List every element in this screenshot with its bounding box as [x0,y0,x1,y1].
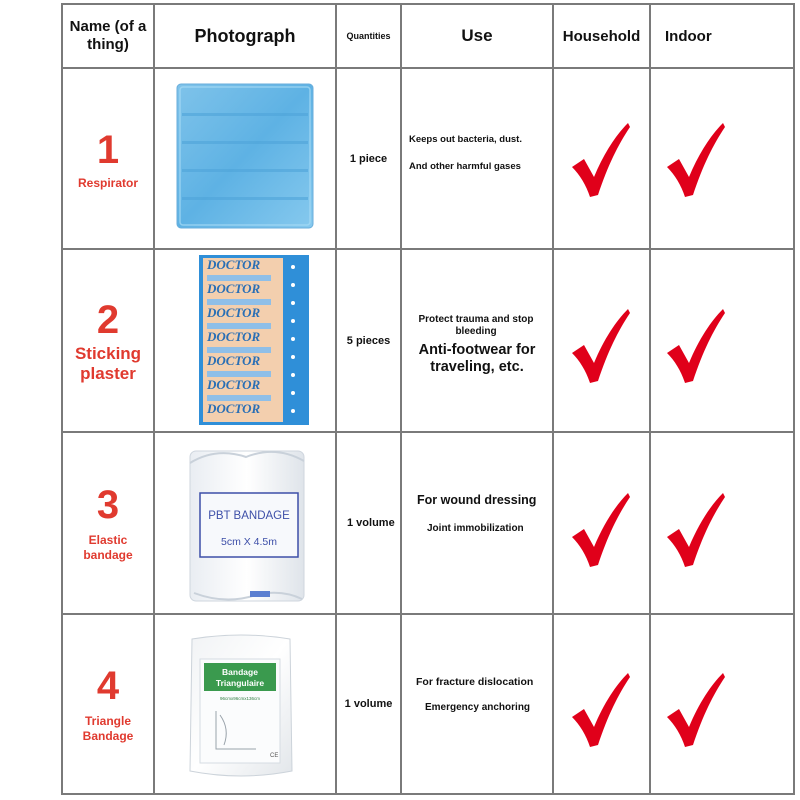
header-quantities: Quantities [346,31,391,41]
use-line-1: For fracture dislocation [416,676,534,688]
table-row-1-name [63,69,153,248]
pbt-bandage-roll-image [186,443,308,612]
table-row-3-name [63,433,153,613]
grid-line [793,3,795,795]
item-number: 4 [96,664,120,708]
item-quantity: 1 piece [349,152,388,165]
item-quantity: 1 volume [347,517,395,529]
grid-line [61,431,795,433]
grid-line [552,3,554,795]
use-line-2: And other harmful gases [409,161,521,172]
item-name: Elastic bandage [83,533,133,562]
grid-line [61,613,795,615]
package-line-1: PBT BANDAGE [208,510,290,522]
strip-brand: DOCTOR [207,401,261,416]
use-line-1: Keeps out bacteria, dust. [409,134,522,145]
face-mask-image [176,83,314,234]
header-use: Use [461,26,493,45]
item-quantity: 1 volume [344,698,393,710]
package-line-2: 5cm X 4.5m [220,536,278,548]
grid-line [61,793,795,795]
indoor-check-icon [665,491,727,569]
indoor-check-icon [665,121,727,199]
item-number: 1 [96,127,120,172]
household-check-icon [570,671,632,749]
grid-line [649,3,651,795]
package-line-1: Bandage [222,667,258,677]
household-check-icon [570,307,632,385]
triangle-bandage-package-image [186,629,296,786]
indoor-check-icon [665,671,727,749]
first-aid-table [61,3,795,795]
strip-brand: DOCTOR [207,377,261,392]
table-row-4-name [63,615,153,793]
indoor-check-icon [665,307,727,385]
header-photograph: Photograph [194,25,296,46]
package-size: 96cmx96cmx136cm [219,696,261,701]
adhesive-bandage-image [199,255,309,430]
household-check-icon [570,121,632,199]
header-name: Name (of a thing) [69,18,147,53]
use-line-2: Anti-footwear for traveling, etc. [418,342,536,375]
item-name: Sticking plaster [74,343,142,383]
strip-brand: DOCTOR [207,305,261,320]
item-name: Triangle Bandage [82,714,134,743]
item-name: Respirator [77,175,139,190]
strip-brand: DOCTOR [207,329,261,344]
strip-brand: DOCTOR [207,353,261,368]
item-quantity: 5 pieces [346,334,391,347]
strip-brand: DOCTOR [207,257,261,272]
grid-line [61,67,795,69]
table-row-2-name [63,250,153,431]
strip-brand: DOCTOR [207,281,261,296]
header-household: Household [562,27,641,45]
use-line-1: Protect trauma and stop bleeding [418,314,534,337]
use-line-2: Joint immobilization [427,523,524,534]
grid-line [153,3,155,795]
item-number: 3 [96,483,120,527]
header-indoor: Indoor [665,27,712,45]
household-check-icon [570,491,632,569]
package-mark: CE [270,753,279,759]
item-number: 2 [96,297,120,342]
use-line-2: Emergency anchoring [425,702,531,713]
package-line-2: Triangulaire [215,678,265,688]
use-line-1: For wound dressing [417,493,537,507]
grid-line [61,248,795,250]
grid-line [400,3,402,795]
